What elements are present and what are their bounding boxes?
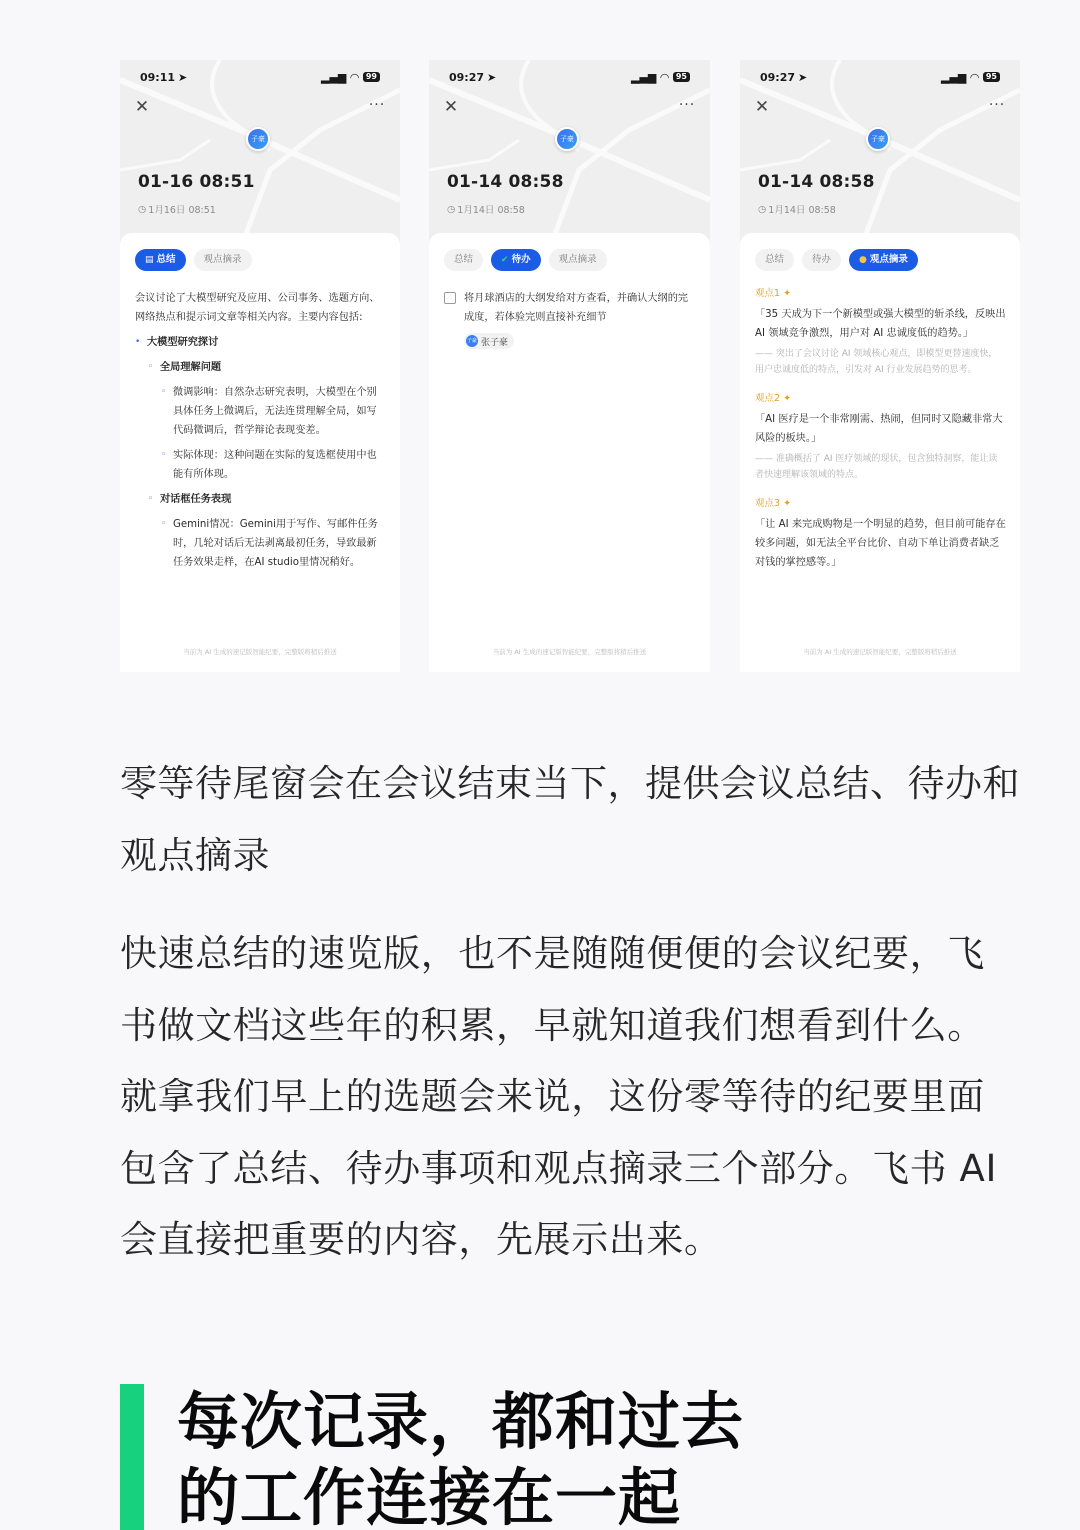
hollow-bullet-icon: ◦ bbox=[161, 387, 167, 397]
viewpoint-label: 观点2 ✦ bbox=[755, 393, 792, 404]
signal-icon: ▂▄▆ bbox=[321, 70, 347, 84]
article-paragraph: 快速总结的速览版，也不是随随便便的会议纪要，飞书做文档这些年的积累，早就知道我们想看到什么。就拿我们早上的选题会来说，这份零等待的纪要里面包含了总结、待办事项和观点摘录三个部分。飞书 AI 会直接把重要的内容，先展示出来。 bbox=[120, 932, 997, 1261]
summary-item-text: Gemini情况：Gemini用于写作、写邮件任务时，几轮对话后无法剥离最初任务，导致最新任务效果走样，在AI studio里情况稍好。 bbox=[173, 519, 378, 568]
summary-intro: 会议讨论了大模型研究及应用、公司事务、选题方向、网络热点和提示词文章等相关内容。主要内容包括: bbox=[135, 293, 380, 323]
meeting-time bbox=[138, 202, 216, 216]
avatar-pin: 子豪 bbox=[866, 127, 890, 151]
tab-label: 总结 bbox=[454, 254, 474, 265]
signal-icon: ▂▄▆ bbox=[941, 70, 967, 84]
viewpoint-note: —— 准确概括了 AI 医疗领域的现状，包含独特洞察，能让读者快速理解该领域的特点。 bbox=[755, 454, 998, 480]
meeting-time-label: 1月14日 08:58 bbox=[768, 205, 836, 216]
meeting-time-label: 1月14日 08:58 bbox=[457, 205, 525, 216]
close-icon[interactable]: ✕ bbox=[754, 97, 770, 117]
viewpoint-item bbox=[755, 390, 1006, 483]
more-icon[interactable]: ··· bbox=[368, 97, 386, 113]
viewpoint-label: 观点3 ✦ bbox=[755, 498, 792, 509]
tab-summary[interactable] bbox=[444, 249, 483, 271]
viewpoint-item bbox=[755, 495, 1006, 572]
battery-icon: 95 bbox=[673, 72, 690, 82]
hollow-bullet-icon: ◦ bbox=[148, 494, 154, 504]
minutes-sheet bbox=[429, 233, 710, 672]
status-time: 09:27 bbox=[760, 70, 796, 84]
status-time: 09:11 bbox=[140, 70, 176, 84]
status-bar bbox=[449, 69, 690, 85]
tab-viewpoints[interactable] bbox=[849, 249, 918, 271]
check-icon: ✔ bbox=[501, 255, 509, 265]
tab-viewpoints[interactable] bbox=[549, 249, 607, 271]
meeting-time bbox=[758, 202, 836, 216]
heading-accent-bar bbox=[120, 1384, 144, 1530]
viewpoint-item bbox=[755, 285, 1006, 378]
hollow-bullet-icon: ◦ bbox=[161, 450, 167, 460]
assignee-avatar: 子豪 bbox=[466, 335, 478, 347]
tab-label: 观点摘录 bbox=[558, 254, 597, 265]
battery-icon: 95 bbox=[983, 72, 1000, 82]
map-roads-icon bbox=[429, 60, 710, 250]
meeting-title: 01-16 08:51 bbox=[138, 172, 255, 192]
summary-item bbox=[161, 383, 386, 440]
tab-todo[interactable] bbox=[491, 249, 541, 271]
assignee-chip[interactable] bbox=[464, 333, 514, 349]
viewpoint-label: 观点1 ✦ bbox=[755, 288, 792, 299]
tab-label: 待办 bbox=[511, 254, 531, 265]
hollow-bullet-icon: ◦ bbox=[148, 362, 154, 372]
lightbulb-icon: ● bbox=[859, 255, 867, 265]
clock-icon: ◷ bbox=[138, 203, 147, 215]
minutes-tabs bbox=[755, 249, 1006, 271]
map-roads-icon bbox=[120, 60, 400, 250]
tab-todo[interactable] bbox=[802, 249, 841, 271]
map-background bbox=[429, 60, 710, 250]
figure-caption: 零等待尾窗会在会议结束当下，提供会议总结、待办和观点摘录 bbox=[120, 762, 1020, 877]
tab-summary[interactable] bbox=[755, 249, 794, 271]
signal-icon: ▂▄▆ bbox=[631, 70, 657, 84]
more-icon[interactable]: ··· bbox=[988, 97, 1006, 113]
phone-screenshot-viewpoints bbox=[740, 60, 1020, 672]
status-time: 09:27 bbox=[449, 70, 485, 84]
battery-icon: 99 bbox=[363, 72, 380, 82]
viewpoint-note: —— 突出了会议讨论 AI 领域核心观点，即模型更替速度快，用户忠诚度低的特点，引发对 AI 行业发展趋势的思考。 bbox=[755, 349, 998, 375]
minutes-tabs bbox=[135, 249, 386, 271]
todo-checkbox[interactable] bbox=[444, 292, 456, 304]
wifi-icon: ◠ bbox=[660, 70, 669, 84]
tab-summary[interactable] bbox=[135, 249, 186, 271]
phone-screenshot-todo bbox=[429, 60, 710, 672]
map-background bbox=[740, 60, 1020, 250]
close-icon[interactable]: ✕ bbox=[443, 97, 459, 117]
map-roads-icon bbox=[740, 60, 1020, 250]
meeting-title: 01-14 08:58 bbox=[758, 172, 875, 192]
tab-label: 观点摘录 bbox=[869, 254, 908, 265]
minutes-tabs bbox=[444, 249, 696, 271]
meeting-time bbox=[447, 202, 525, 216]
wifi-icon: ◠ bbox=[970, 70, 979, 84]
summary-item bbox=[161, 515, 386, 572]
assignee-name: 张子豪 bbox=[481, 337, 509, 348]
viewpoint-quote: 「35 天成为下一个新模型或强大模型的斩杀线，反映出 AI 领域竞争激烈，用户对 AI 忠诚度低的趋势。」 bbox=[755, 309, 1006, 339]
tab-label: 总结 bbox=[765, 254, 785, 265]
todo-text: 将月球酒店的大纲发给对方查看，并确认大纲的完成度，若体验完则直接补充细节 bbox=[464, 293, 689, 323]
avatar-pin: 子豪 bbox=[555, 127, 579, 151]
more-icon[interactable]: ··· bbox=[678, 97, 696, 113]
meeting-title: 01-14 08:58 bbox=[447, 172, 564, 192]
minutes-sheet bbox=[740, 233, 1020, 672]
heading-line-1: 每次记录，都和过去 bbox=[177, 1385, 745, 1458]
wifi-icon: ◠ bbox=[350, 70, 359, 84]
location-arrow-icon: ➤ bbox=[178, 70, 188, 84]
summary-item bbox=[135, 333, 386, 352]
summary-item bbox=[161, 446, 386, 484]
location-arrow-icon: ➤ bbox=[798, 70, 808, 84]
ai-footer-note: 当前为 AI 生成的速记版智能纪要，完整版将稍后推送 bbox=[492, 648, 647, 656]
ai-footer-note: 当前为 AI 生成的速记版智能纪要，完整版将稍后推送 bbox=[183, 648, 337, 656]
heading-line-2: 的工作连接在一起 bbox=[177, 1461, 682, 1530]
viewpoint-quote: 「让 AI 来完成购物是一个明显的趋势，但目前可能存在较多问题，如无法全平台比价、自动下单让消费者缺乏对钱的掌控感等。」 bbox=[755, 519, 1006, 568]
meeting-time-label: 1月16日 08:51 bbox=[148, 205, 216, 216]
section-heading-text bbox=[177, 1384, 817, 1530]
clock-icon: ◷ bbox=[758, 203, 767, 215]
summary-item-text: 全局理解问题 bbox=[160, 362, 222, 373]
todo-item bbox=[444, 289, 696, 349]
map-background bbox=[120, 60, 400, 250]
bullet-icon: • bbox=[135, 337, 141, 347]
summary-item-text: 微调影响：自然杂志研究表明，大模型在个别具体任务上微调后，无法连贯理解全局，如写代码微调后，哲学辩论表现变差。 bbox=[173, 387, 377, 436]
close-icon[interactable]: ✕ bbox=[134, 97, 150, 117]
screenshot-gallery bbox=[120, 60, 1020, 672]
avatar-pin: 子豪 bbox=[246, 127, 270, 151]
summary-item-text: 实际体现：这种问题在实际的复选框使用中也能有所体现。 bbox=[173, 450, 377, 480]
minutes-sheet bbox=[120, 233, 400, 672]
location-arrow-icon: ➤ bbox=[487, 70, 497, 84]
hollow-bullet-icon: ◦ bbox=[161, 519, 167, 529]
status-bar bbox=[760, 69, 1000, 85]
tab-label: 观点摘录 bbox=[203, 254, 242, 265]
summary-item bbox=[148, 358, 386, 377]
viewpoint-quote: 「AI 医疗是一个非常刚需、热闹，但同时又隐藏非常大风险的板块。」 bbox=[755, 414, 1003, 444]
summary-icon: ▤ bbox=[145, 255, 154, 265]
status-bar bbox=[140, 69, 380, 85]
summary-item-text: 大模型研究探讨 bbox=[147, 337, 219, 348]
summary-item-text: 对话框任务表现 bbox=[160, 494, 232, 505]
phone-screenshot-summary bbox=[120, 60, 400, 672]
tab-label: 总结 bbox=[156, 254, 176, 265]
tab-label: 待办 bbox=[812, 254, 832, 265]
summary-item bbox=[148, 490, 386, 509]
tab-viewpoints[interactable] bbox=[194, 249, 252, 271]
clock-icon: ◷ bbox=[447, 203, 456, 215]
ai-footer-note: 当前为 AI 生成的速记版智能纪要，完整版将稍后推送 bbox=[803, 648, 957, 656]
